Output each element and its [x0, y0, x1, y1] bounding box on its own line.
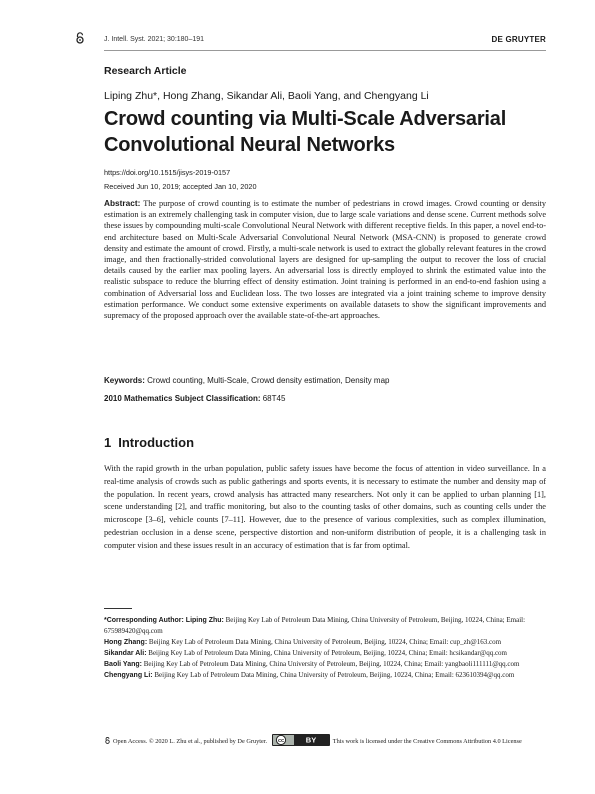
- footnote-affiliation: Beijing Key Lab of Petroleum Data Mining, China University of Petroleum, Beijing, 10224, China; Email: 675989420@qq.com: [104, 616, 526, 635]
- article-type: Research Article: [104, 65, 187, 77]
- received-dates: Received Jun 10, 2019; accepted Jan 10, 2020: [104, 182, 257, 191]
- footnote-author: Sikandar Ali:: [104, 650, 147, 657]
- footnote-item: [104, 615, 546, 637]
- footnote-item: [104, 659, 546, 670]
- footnote-item: [104, 648, 546, 659]
- keywords-label: Keywords:: [104, 376, 145, 385]
- footnote-affiliation: Beijing Key Lab of Petroleum Data Mining, China University of Petroleum, Beijing, 10224, China; Email: cup_zh@163.com: [148, 638, 502, 646]
- footnote-author: Hong Zhang:: [104, 639, 148, 646]
- license-text: This work is licensed under the Creative Commons Attribution 4.0 License: [332, 738, 522, 745]
- keywords: [104, 376, 546, 385]
- doi-link[interactable]: https://doi.org/10.1515/jisys-2019-0157: [104, 168, 231, 177]
- cc-by-badge-icon: [272, 734, 330, 746]
- section-title: Introduction: [118, 435, 195, 450]
- msc-code: 68T45: [262, 394, 286, 403]
- section-heading: [104, 435, 194, 450]
- introduction-paragraph: With the rapid growth in the urban population, public safety issues have become the focus of attention in video surveillance. In a real-time analysis of crowds such as public gatherings and sports events, it is necessary to estimate the number and density map of the population. In recent years, crowd analysis has attracted many researchers. Not only it can be applied to urban planning [1], scene understanding [2], and traffic monitoring, but also to the counting tasks of other domains, such as counting cells under the microscope [3–6], vehicle counts [7–11]. However, due to the presence of various complexities, such as complex illumination, pedestrian occlusion in a dense scene, perspective distortion and non-uniform distribution of people, it is a challenging task in computer vision and these issues result in an accuracy of estimation that is far from optimal.: [104, 464, 546, 550]
- footnote-author: *Corresponding Author: Liping Zhu:: [104, 617, 224, 624]
- open-access-icon: [104, 737, 111, 744]
- header-divider: [104, 50, 546, 51]
- open-access-icon: [74, 32, 86, 44]
- publisher-logo: DE GRUYTER: [491, 35, 546, 44]
- footnote-divider: [104, 608, 132, 609]
- footnote-affiliation: Beijing Key Lab of Petroleum Data Mining, China University of Petroleum, Beijing, 10224, China; Email: hcsikandar@qq.com: [148, 649, 508, 657]
- msc-classification: [104, 394, 546, 403]
- license-notice: [104, 734, 546, 746]
- keywords-text: Crowd counting, Multi-Scale, Crowd density estimation, Density map: [147, 376, 390, 385]
- cc-badge-label: cc: [277, 738, 284, 744]
- abstract: [104, 198, 546, 321]
- footnote-author: Chengyang Li:: [104, 672, 153, 679]
- abstract-text: The purpose of crowd counting is to estimate the number of pedestrians in crowd images. Crowd counting or density estimation is an extremely challenging task in computer vision, due to large scale variations and dense scene. Current methods solve these issues by compounding multi-scale Convolutional Neural Network with different receptive fields. In this paper, a novel end-to-end architecture based on Multi-Scale Adversarial Convolutional Neural Network (MSA-CNN) is proposed to generate crowd density and estimate the amount of crowd. Firstly, a multi-scale network is used to extract the globally relevant features in the crowd image, and then fractionally-strided convolutional layers are designed for up-sampling the output to recover the loss of crucial details caused by the earlier max pooling layers. An adversarial loss is directly employed to shrink the estimated value into the realistic subspace to reduce the blurring effect of density estimation. Joint training is performed in an end-to-end fashion using a combination of Adversarial loss and Euclidean loss. The two losses are integrated via a joint training scheme to improve density estimation performance. We conduct some extensive experiments on available datasets to show the significant improvements and supremacy of the proposed approach over the available state-of-the-art approaches.: [104, 199, 546, 321]
- section-number: 1: [104, 435, 112, 450]
- abstract-label: Abstract:: [104, 198, 141, 208]
- author-list: Liping Zhu*, Hong Zhang, Sikandar Ali, Baoli Yang, and Chengyang Li: [104, 90, 429, 102]
- journal-citation: J. Intell. Syst. 2021; 30:180–191: [104, 36, 205, 43]
- footnote-item: [104, 670, 546, 681]
- msc-label: 2010 Mathematics Subject Classification:: [104, 394, 261, 403]
- footnote-author: Baoli Yang:: [104, 661, 142, 668]
- footnote-affiliation: Beijing Key Lab of Petroleum Data Mining, China University of Petroleum, Beijing, 10224, China; Email: yangbaoli111111@qq.com: [143, 660, 520, 668]
- by-badge-label: BY: [305, 735, 316, 745]
- open-access-statement: Open Access. © 2020 L. Zhu et al., published by De Gruyter.: [113, 738, 268, 745]
- author-footnotes: [104, 615, 546, 681]
- footnote-item: [104, 637, 546, 648]
- paper-title: Crowd counting via Multi-Scale Adversarial Convolutional Neural Networks: [104, 108, 507, 156]
- footnote-affiliation: Beijing Key Lab of Petroleum Data Mining, China University of Petroleum, Beijing, 10224, China; Email: 623610394@qq.com: [154, 671, 515, 679]
